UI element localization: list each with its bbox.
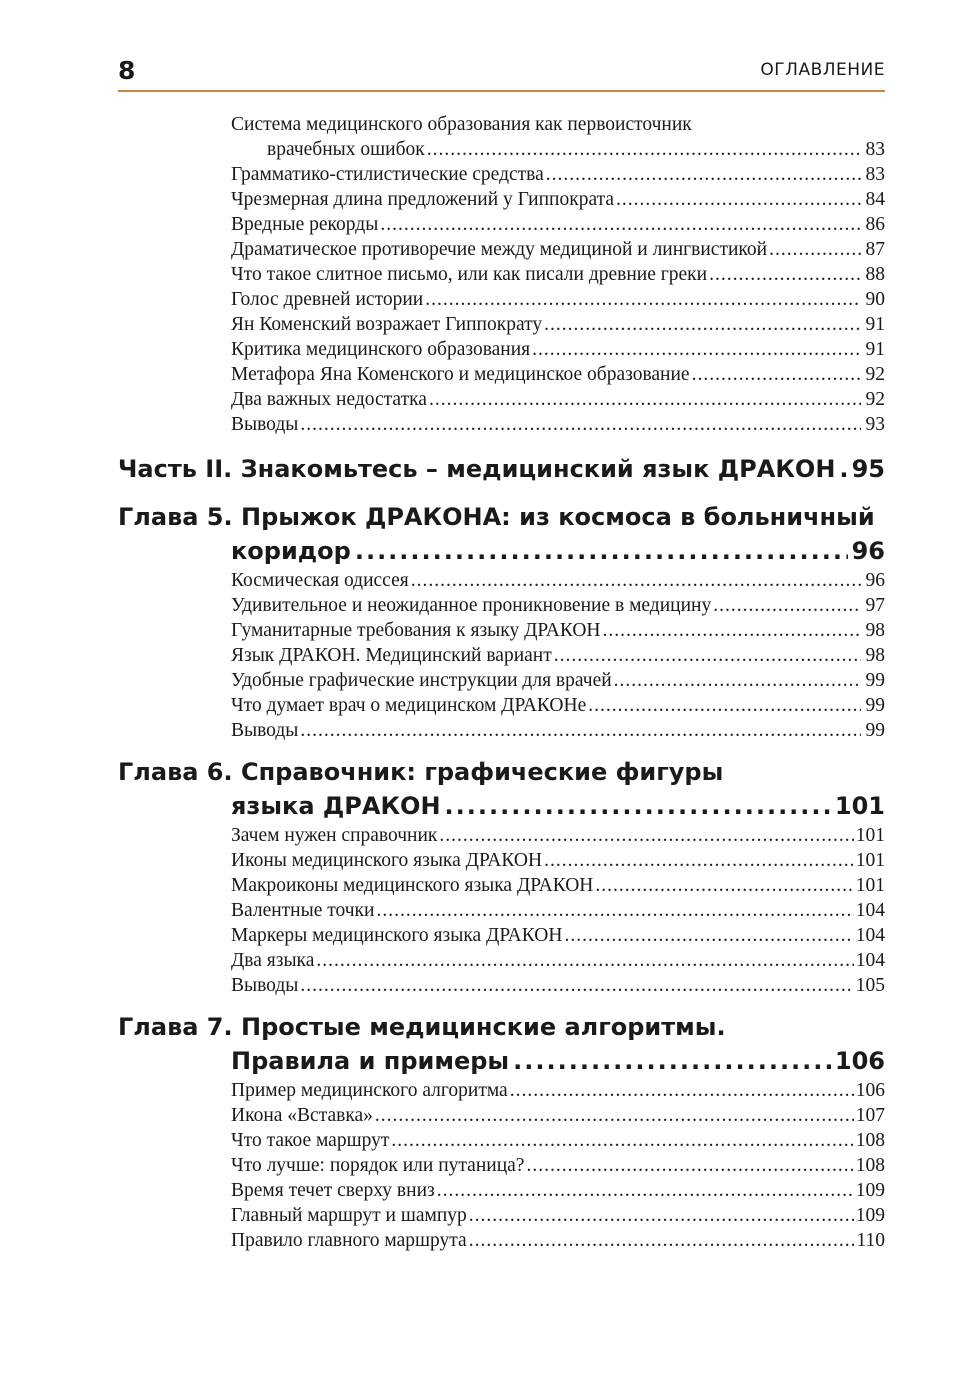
toc-entry-title: Удивительное и неожиданное проникновение в медицину <box>231 595 712 616</box>
dot-leader <box>427 137 861 162</box>
toc-entry-title: Что такое слитное письмо, или как писали древние греки <box>231 264 708 285</box>
toc-entry-title-line1: Система медицинского образования как первоисточник <box>231 114 692 135</box>
toc-entry-title: Маркеры медицинского языка ДРАКОН <box>231 925 563 946</box>
toc-entry-page: 106 <box>855 1080 885 1101</box>
toc-entry-page: 99 <box>865 670 885 691</box>
dot-leader <box>391 1128 853 1153</box>
toc-entry-title: Чрезмерная длина предложений у Гиппократа <box>231 189 615 210</box>
toc-entry[interactable] <box>231 412 885 437</box>
dot-leader <box>554 643 861 668</box>
chapter-title-line2: Правила и примеры <box>231 1047 510 1075</box>
toc-entry-page: 92 <box>865 389 885 410</box>
toc-entry-page: 110 <box>856 1230 885 1251</box>
chapter-heading[interactable] <box>118 1010 885 1078</box>
toc-entry[interactable] <box>231 973 885 998</box>
toc-entry-title: Драматическое противоречие между медициной и лингвистикой <box>231 239 768 260</box>
chapter-title-line2: коридор <box>231 537 351 565</box>
toc-entry-page: 98 <box>865 620 885 641</box>
dot-leader <box>595 873 853 898</box>
toc-entry[interactable] <box>231 287 885 312</box>
toc-entry[interactable] <box>231 1128 885 1153</box>
toc-entry-page: 88 <box>865 264 885 285</box>
toc-entry[interactable] <box>231 1203 885 1228</box>
toc-entry[interactable] <box>231 212 885 237</box>
toc-entry-title: Правило главного маршрута <box>231 1230 467 1251</box>
toc-entry[interactable] <box>231 593 885 618</box>
dot-leader <box>692 362 861 387</box>
dot-leader <box>713 593 861 618</box>
toc-entry-page: 83 <box>865 139 885 160</box>
toc-entry-title: Голос древней истории <box>231 289 424 310</box>
dot-leader <box>709 262 861 287</box>
toc-entry-title: Язык ДРАКОН. Медицинский вариант <box>231 645 552 666</box>
toc-entry[interactable] <box>231 618 885 643</box>
dot-leader <box>564 923 853 948</box>
toc-entry-title: Грамматико-стилистические средства <box>231 164 544 185</box>
dot-leader <box>469 1228 855 1253</box>
dot-leader <box>439 823 853 848</box>
toc-entry[interactable] <box>231 137 885 162</box>
toc-entry-page: 91 <box>865 339 885 360</box>
toc-entry-title: Выводы <box>231 414 299 435</box>
chapter-page: 106 <box>834 1047 885 1075</box>
toc-entry-page: 90 <box>865 289 885 310</box>
toc-entry-title: Макроиконы медицинского языка ДРАКОН <box>231 875 594 896</box>
chapter-title-line1: Глава 5. Прыжок ДРАКОНА: из космоса в больничный <box>118 503 875 531</box>
toc-entry-page: 99 <box>865 720 885 741</box>
toc-entry-title: врачебных ошибок <box>267 139 425 160</box>
toc-entry-page: 101 <box>855 850 885 871</box>
toc-entry[interactable] <box>231 1103 885 1128</box>
toc-entry-page: 87 <box>865 239 885 260</box>
toc-entry-page: 99 <box>865 695 885 716</box>
toc-entry-page: 101 <box>855 875 885 896</box>
toc-entry[interactable] <box>231 948 885 973</box>
toc-entry-page: 104 <box>855 950 885 971</box>
toc-entry-page: 109 <box>855 1205 885 1226</box>
dot-leader <box>425 287 861 312</box>
toc-entry[interactable] <box>231 873 885 898</box>
page-header <box>118 54 885 92</box>
toc-entry[interactable] <box>231 1078 885 1103</box>
dot-leader <box>769 237 861 262</box>
toc-entry-page: 92 <box>865 364 885 385</box>
dot-leader <box>316 948 853 973</box>
toc-entry-title: Время течет сверху вниз <box>231 1180 435 1201</box>
dot-leader <box>544 848 854 873</box>
toc-entry[interactable] <box>231 668 885 693</box>
toc-entry-page: 108 <box>855 1130 885 1151</box>
section-title: ОГЛАВЛЕНИЕ <box>760 60 885 80</box>
toc-entry-title: Критика медицинского образования <box>231 339 531 360</box>
dot-leader <box>614 668 861 693</box>
toc-entry-title: Что такое маршрут <box>231 1130 390 1151</box>
dot-leader <box>839 452 847 486</box>
toc-entry[interactable] <box>231 718 885 743</box>
chapter-title-line1: Глава 7. Простые медицинские алгоритмы. <box>118 1013 726 1041</box>
chapter-title-line2: языка ДРАКОН <box>231 792 441 820</box>
toc-entry[interactable] <box>231 898 885 923</box>
toc-entry-title: Ян Коменский возражает Гиппократу <box>231 314 543 335</box>
toc-entry[interactable] <box>231 693 885 718</box>
part-title: Часть II. Знакомьтесь – медицинский язык ДРАКОН <box>118 455 836 483</box>
toc-entry-page: 91 <box>865 314 885 335</box>
toc-entry-page: 101 <box>855 825 885 846</box>
toc-entry-page: 84 <box>865 189 885 210</box>
dot-leader <box>300 718 861 743</box>
dot-leader <box>469 1203 854 1228</box>
toc-entry-page: 108 <box>855 1155 885 1176</box>
dot-leader <box>376 898 853 923</box>
toc-entry[interactable] <box>231 387 885 412</box>
chapter-page: 96 <box>851 537 885 565</box>
toc-entry[interactable] <box>231 1228 885 1253</box>
toc-entry-page: 104 <box>855 925 885 946</box>
dot-leader <box>513 1044 831 1078</box>
chapter-title-line1: Глава 6. Справочник: графические фигуры <box>118 758 724 786</box>
toc-entry-page: 83 <box>865 164 885 185</box>
toc-entry-title: Два языка <box>231 950 315 971</box>
toc-entry[interactable] <box>231 848 885 873</box>
toc-entry[interactable] <box>231 337 885 362</box>
dot-leader <box>437 1178 854 1203</box>
toc-entry[interactable] <box>231 823 885 848</box>
toc-entry-title: Удобные графические инструкции для врачей <box>231 670 612 691</box>
dot-leader <box>510 1078 854 1103</box>
toc-entry[interactable] <box>231 312 885 337</box>
toc-entry[interactable] <box>231 237 885 262</box>
dot-leader <box>355 534 848 568</box>
dot-leader <box>380 212 861 237</box>
dot-leader <box>445 789 831 823</box>
toc-entry-title: Икона «Вставка» <box>231 1105 373 1126</box>
dot-leader <box>603 618 861 643</box>
dot-leader <box>588 693 861 718</box>
toc-entry[interactable] <box>231 362 885 387</box>
toc-entry[interactable] <box>231 923 885 948</box>
toc-entry-title: Гуманитарные требования к языку ДРАКОН <box>231 620 601 641</box>
part-page: 95 <box>851 455 885 483</box>
page-number: 8 <box>118 56 136 85</box>
toc-entry-page: 98 <box>865 645 885 666</box>
toc-entry-title: Валентные точки <box>231 900 375 921</box>
dot-leader <box>544 312 861 337</box>
toc-entry-title: Выводы <box>231 720 299 741</box>
toc-entry-page: 104 <box>855 900 885 921</box>
toc-entry[interactable] <box>231 1178 885 1203</box>
chapter-heading[interactable] <box>118 755 885 823</box>
part-heading[interactable] <box>118 452 885 486</box>
toc-entry-title: Два важных недостатка <box>231 389 427 410</box>
toc-entry[interactable] <box>231 262 885 287</box>
dot-leader <box>546 162 861 187</box>
toc-entry-title: Пример медицинского алгоритма <box>231 1080 508 1101</box>
toc-entry[interactable] <box>231 162 885 187</box>
toc-entry-page: 105 <box>855 975 885 996</box>
toc-entry-page: 109 <box>855 1180 885 1201</box>
chapter-heading[interactable] <box>118 500 885 568</box>
toc-entry-page: 107 <box>855 1105 885 1126</box>
toc-entry[interactable] <box>231 1153 885 1178</box>
dot-leader <box>411 568 861 593</box>
toc-entry-title: Зачем нужен справочник <box>231 825 438 846</box>
toc-entry-page: 86 <box>865 214 885 235</box>
dot-leader <box>616 187 861 212</box>
toc-entry-page: 97 <box>865 595 885 616</box>
toc-entry-title: Что думает врач о медицинском ДРАКОНе <box>231 695 587 716</box>
toc-entry-title: Метафора Яна Коменского и медицинское образование <box>231 364 690 385</box>
toc-entry-title: Космическая одиссея <box>231 570 409 591</box>
table-of-contents <box>118 112 885 1253</box>
chapter-page: 101 <box>834 792 885 820</box>
toc-entry-title: Что лучше: порядок или путаница? <box>231 1155 525 1176</box>
toc-entry[interactable] <box>231 187 885 212</box>
dot-leader <box>300 412 861 437</box>
dot-leader <box>300 973 853 998</box>
dot-leader <box>375 1103 854 1128</box>
toc-entry-page: 96 <box>865 570 885 591</box>
toc-entry-title: Вредные рекорды <box>231 214 379 235</box>
toc-entry-page: 93 <box>865 414 885 435</box>
toc-entry-title: Главный маршрут и шампур <box>231 1205 467 1226</box>
dot-leader <box>532 337 861 362</box>
toc-entry[interactable] <box>231 568 885 593</box>
toc-entry[interactable] <box>231 643 885 668</box>
toc-entry-title: Выводы <box>231 975 299 996</box>
dot-leader <box>526 1153 853 1178</box>
toc-entry-title: Иконы медицинского языка ДРАКОН <box>231 850 543 871</box>
dot-leader <box>429 387 861 412</box>
